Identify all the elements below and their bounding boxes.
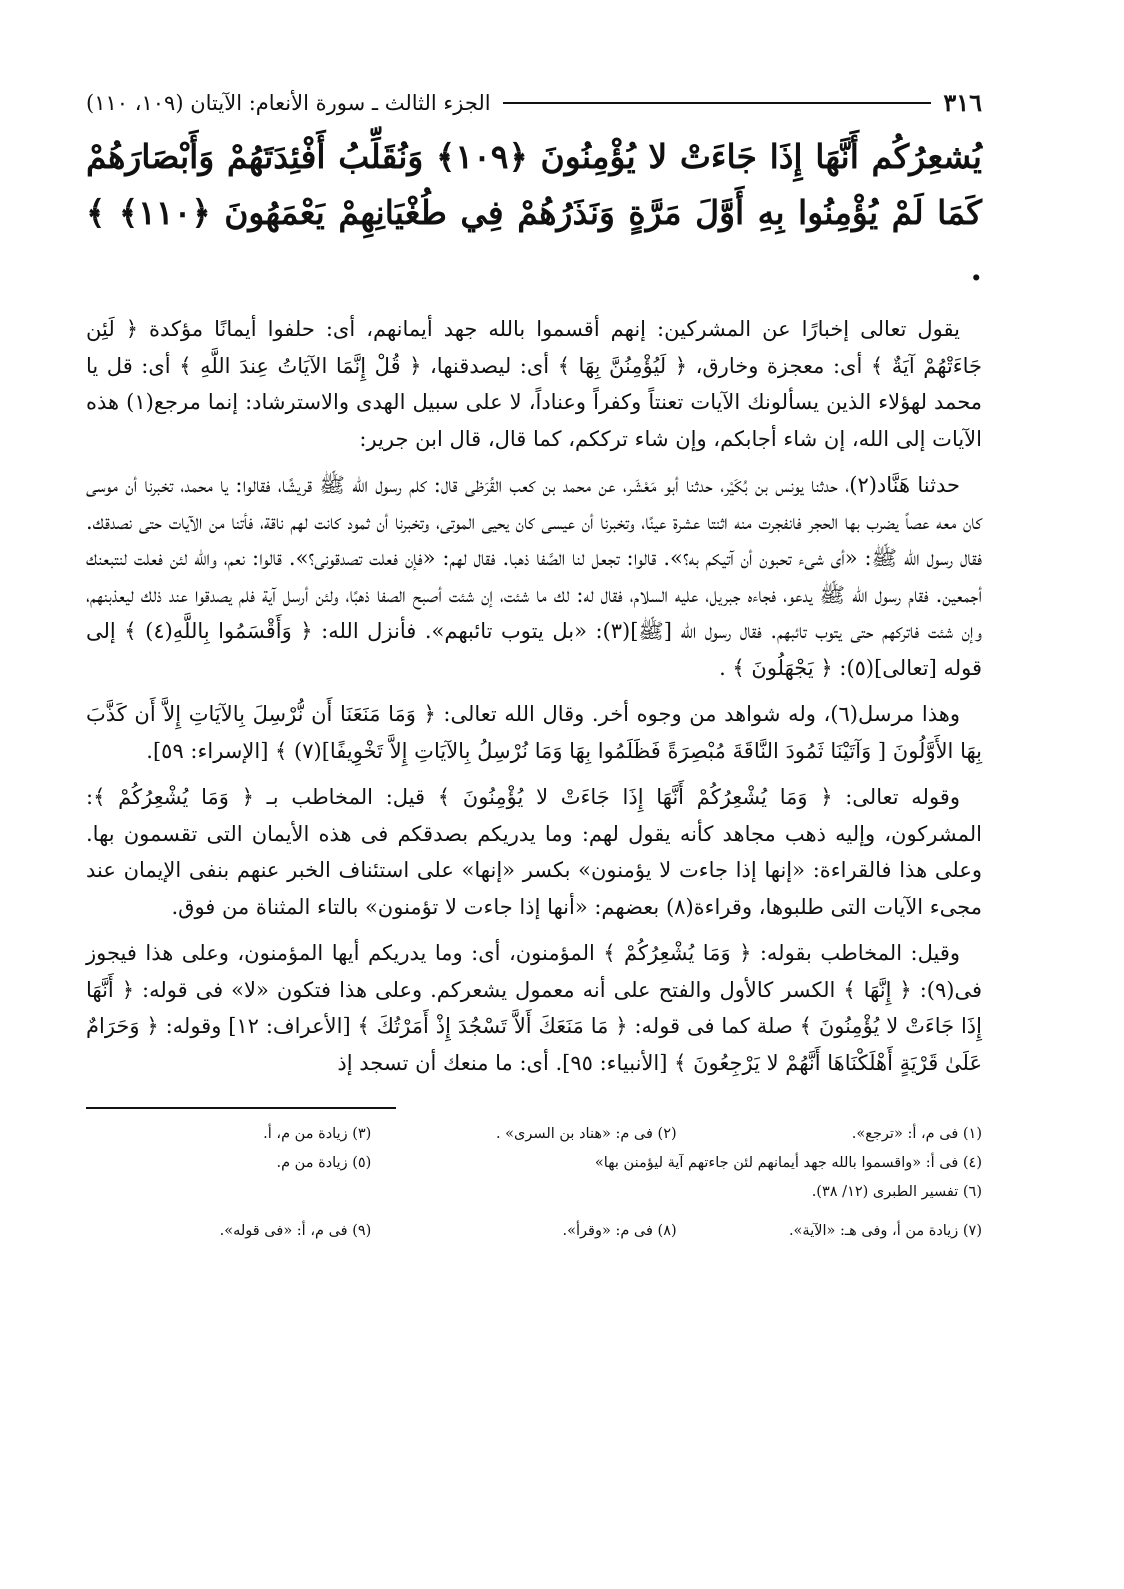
footnote: (٣) زيادة من م، أ. — [263, 1126, 372, 1142]
quran-verse: يُشعِرُكُم أَنَّهَا إِذَا جَاءَتْ لا يُؤْمِنُونَ ﴿١٠٩﴾ وَنُقَلِّبُ أَفْئِدَتَهُمْ وَأَبْصَارَهُمْ كَمَا لَمْ يُؤْمِنُوا بِهِ أَوَّلَ مَرَّةٍ وَنَذَرُهُمْ فِي طُغْيَانِهِمْ يَعْمَهُونَ ﴿١١٠﴾ ﴾ . — [86, 137, 982, 288]
footnote: (٥) زيادة من م. — [276, 1155, 372, 1171]
footnote: (٢) فى م: «هناد بن السرى» . — [495, 1126, 677, 1142]
paragraph: وقوله تعالى: ﴿ وَمَا يُشْعِرُكُمْ أَنَّهَا إِذَا جَاءَتْ لا يُؤْمِنُونَ ﴾ قيل: المخاطب بـ ﴿ وَمَا يُشْعِرُكُمْ ﴾: المشركون، وإليه ذهب مجاهد كأنه يقول لهم: وما يدريكم بصدقكم فى هذه الأيمان التى تقسمون بها. وعلى هذا فالقراءة: «إنها إذا جاءت لا يؤمنون» بكسر «إنها» على استئناف الخبر عنهم بنفى الإيمان عند مجىء الآيات التى طلبوها، وقراءة(٨) بعضهم: «أنها إذا جاءت لا تؤمنون» بالتاء المثناة من فوق. — [86, 785, 982, 919]
paragraph: حدثنا هَنَّاد(٢)، حدثنا يونس بن بُكَيْر، حدثنا أبو مَعْشَر، عن محمد بن كعب القُرَظى قال: كلم رسول الله ﷺ قريشًا، فقالوا: يا محمد، تخبرنا أن موسى كان معه عصاً يضرب بها الحجر فانفجرت منه اثنتا عشرة عينًا، وتخبرنا أن عيسى كان يحيى الموتى، وتخبرنا أن ثمود كانت لهم ناقة، فأتنا من الآيات حتى نصدقك. فقال رسول الله ﷺ: «أى شىء تحبون أن آتيكم به؟». قالوا: تجعل لنا الصَّفا ذهبا. فقال لهم: «فإن فعلت تصدقونى؟». قالوا: نعم، والله لئن فعلت لنتبعنك أجمعين. فقام رسول الله ﷺ يدعو، فجاءه جبريل، عليه السلام، فقال له: لك ما شئت، إن شئت أصبح الصفا ذهبًا، ولئن أرسل آية فلم يصدقوا عند ذلك ليعذبنهم، وإن شئت فاتركهم حتى يتوب تائبهم. فقال رسول الله [ﷺ](٣): «بل يتوب تائبهم». فأنزل الله: ﴿ وَأَقْسَمُوا بِاللَّهِ(٤) ﴾ إلى قوله [تعالى](٥): ﴿ يَجْهَلُونَ ﴾ . — [86, 473, 982, 680]
paragraph: وهذا مرسل(٦)، وله شواهد من وجوه أخر. وقال الله تعالى: ﴿ وَمَا مَنَعَنَا أَن نُّرْسِلَ بِالآيَاتِ إِلاَّ أَن كَذَّبَ بِهَا الأَوَّلُونَ [ وَآتَيْنَا ثَمُودَ النَّاقَةَ مُبْصِرَةً فَظَلَمُوا بِهَا وَمَا نُرْسِلُ بِالآيَاتِ إِلاَّ تَخْوِيفًا](٧) ﴾ [الإسراء: ٥٩]. — [86, 702, 982, 763]
footnote: (٨) فى م: «وقرأ». — [562, 1223, 677, 1239]
footnotes — [86, 1123, 982, 1242]
running-header — [86, 88, 982, 117]
footnote: (١) فى م، أ: «ترجع». — [851, 1126, 982, 1142]
footnote: (٧) زيادة من أ، وفى هـ: «الآية». — [788, 1223, 982, 1239]
header-rule — [503, 102, 932, 104]
footnote: (٩) فى م، أ: «فى قوله». — [219, 1223, 372, 1239]
page-number: ٣١٦ — [943, 88, 982, 117]
running-title: الجزء الثالث ـ سورة الأنعام: الآيتان (١٠٩، ١١٠) — [86, 90, 491, 115]
footnotes-divider — [86, 1107, 396, 1109]
footnote: (٤) فى أ: «واقسموا بالله جهد أيمانهم لئن جاءتهم آية ليؤمنن بها» — [594, 1155, 982, 1171]
paragraph: وقيل: المخاطب بقوله: ﴿ وَمَا يُشْعِرُكُمْ ﴾ المؤمنون، أى: وما يدريكم أيها المؤمنون، وعلى هذا فيجوز فى(٩): ﴿ إِنَّهَا ﴾ الكسر كالأول والفتح على أنه معمول يشعركم. وعلى هذا فتكون «لا» فى قوله: ﴿ أَنَّهَا إِذَا جَاءَتْ لا يُؤْمِنُونَ ﴾ صلة كما فى قوله: ﴿ مَا مَنَعَكَ أَلاَّ تَسْجُدَ إِذْ أَمَرْتُكَ ﴾ [الأعراف: ١٢] وقوله: ﴿ وَحَرَامٌ عَلَىٰ قَرْيَةٍ أَهْلَكْنَاهَا أَنَّهُمْ لا يَرْجِعُونَ ﴾ [الأنبياء: ٩٥]. أى: ما منعك أن تسجد إذ — [86, 941, 982, 1075]
footnote: (٦) تفسير الطبرى (١٢/ ٣٨). — [811, 1184, 982, 1200]
paragraph: يقول تعالى إخبارًا عن المشركين: إنهم أقسموا بالله جهد أيمانهم، أى: حلفوا أيمانًا مؤكدة ﴿ لَئِن جَاءَتْهُمْ آيَةٌ ﴾ أى: معجزة وخارق، ﴿ لَيُؤْمِنُنَّ بِهَا ﴾ أى: ليصدقنها، ﴿ قُلْ إِنَّمَا الآيَاتُ عِندَ اللَّهِ ﴾ أى: قل يا محمد لهؤلاء الذين يسألونك الآيات تعنتاً وكفراً وعناداً، لا على سبيل الهدى والاسترشاد: إنما مرجع(١) هذه الآيات إلى الله، إن شاء أجابكم، وإن شاء ترككم، كما قال، قال ابن جرير: — [86, 317, 982, 451]
